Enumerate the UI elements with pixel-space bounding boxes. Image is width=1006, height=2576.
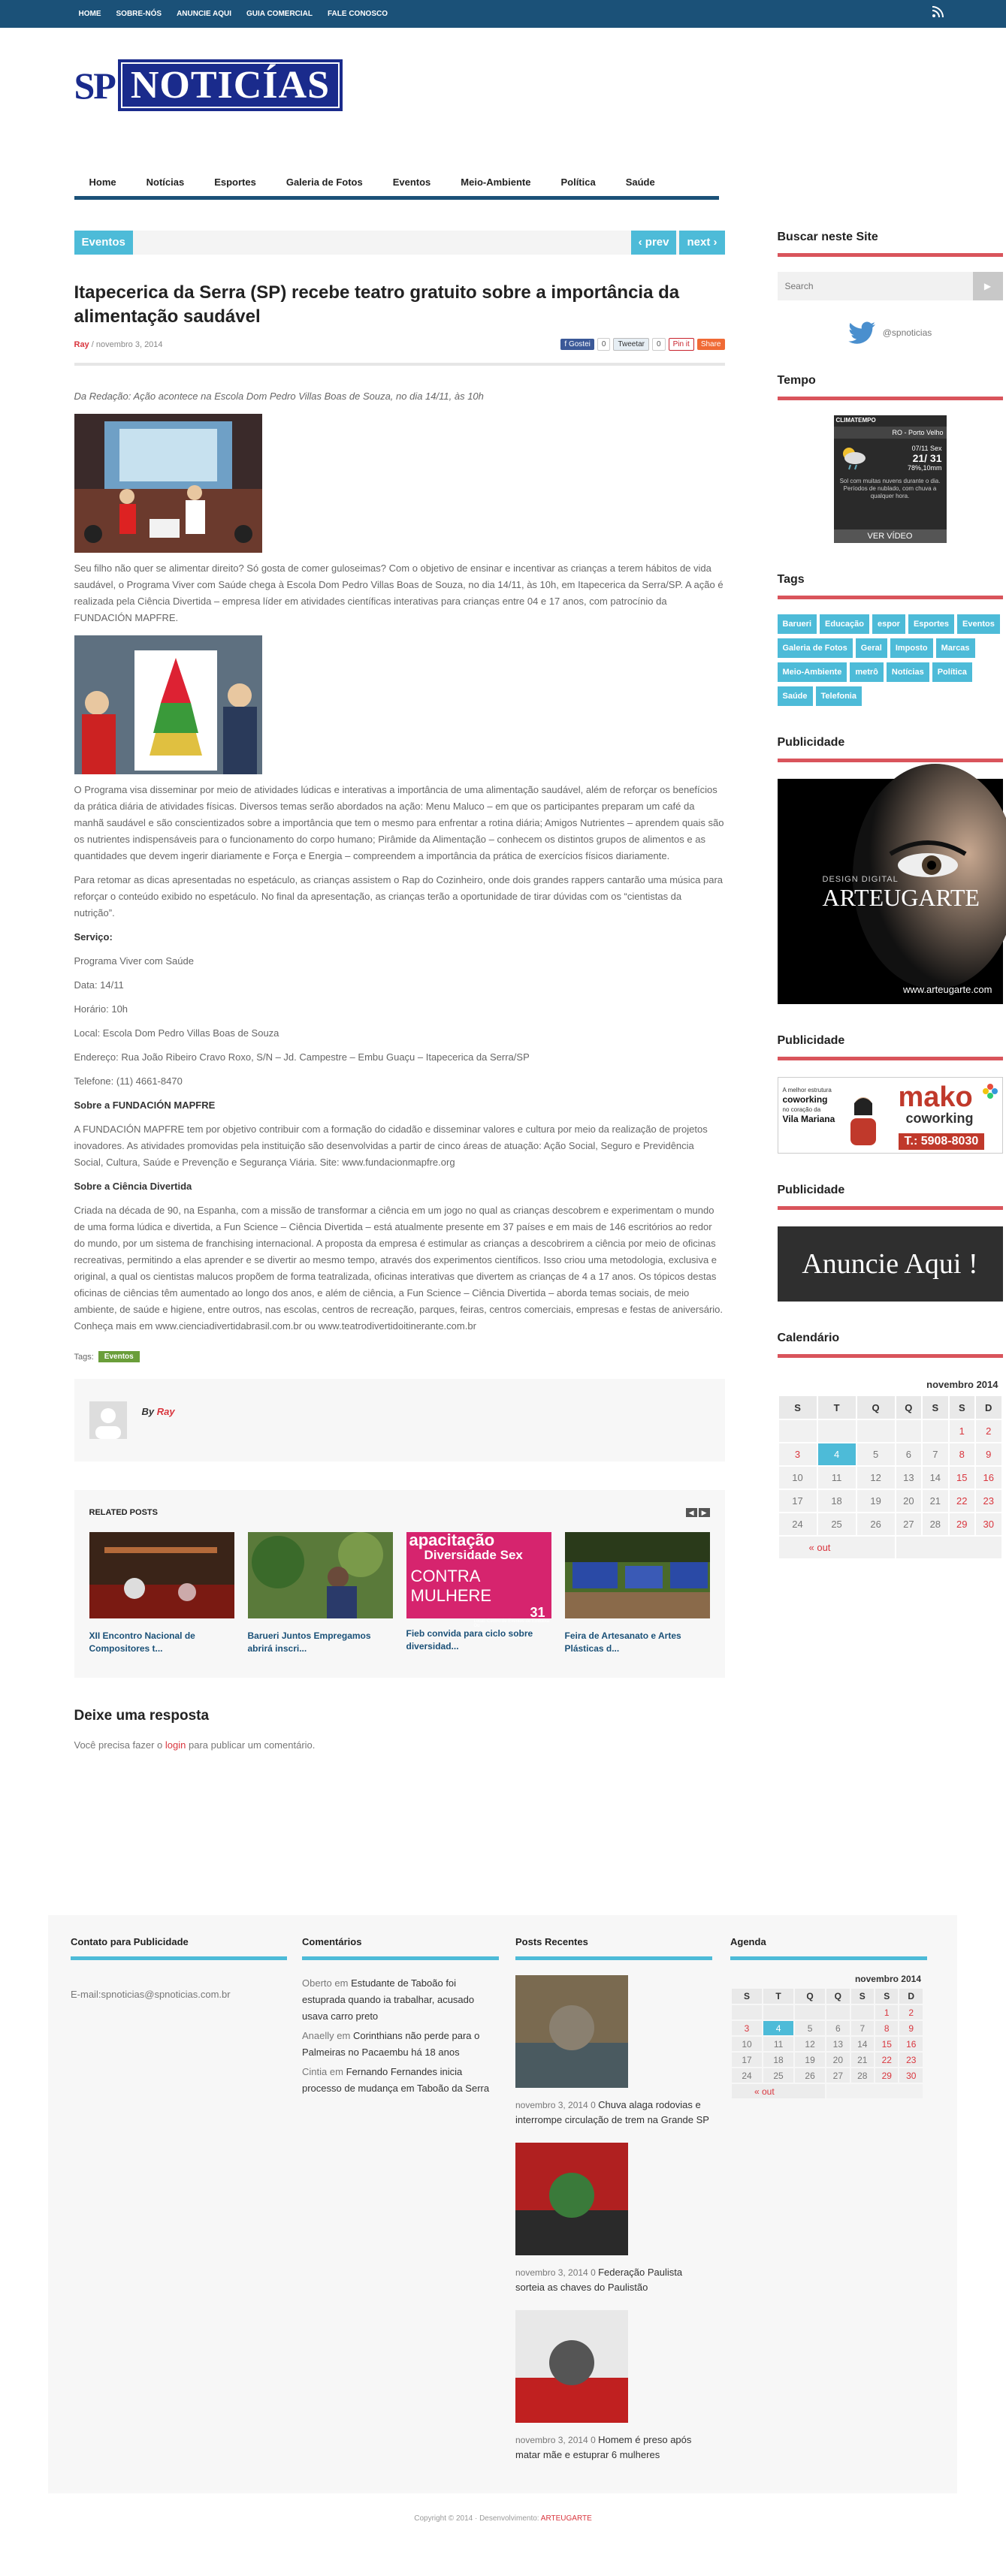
calendar-day (896, 1420, 921, 1442)
meta-divider (74, 363, 725, 366)
servico-line-3: Horário: 10h (74, 1001, 725, 1018)
sidebar-calendar (778, 1374, 1003, 1560)
comment-on: em (334, 1977, 348, 1989)
related-caption-3[interactable]: Fieb convida para ciclo sobre diversidad... (406, 1627, 551, 1653)
search-arrow-icon: ▶ (984, 281, 991, 291)
tag-cloud-item[interactable]: Marcas (936, 638, 975, 658)
logo-sp: SP (74, 64, 115, 107)
calendar-empty (826, 2084, 923, 2098)
calendar-day: 22 (875, 2053, 898, 2067)
category-bar (74, 231, 725, 255)
twitter-icon (848, 321, 877, 344)
topnav-fale[interactable]: FALE CONOSCO (320, 0, 395, 28)
tweet-button[interactable]: Tweetar (613, 338, 649, 351)
post-paragraph-3: Para retomar as dicas apresentadas no espetáculo, as crianças assistem o Rap do Cozinheiro, onde dois grandes rappers cantarão uma música para reforçar o conteúdo exibido no espetáculo. No final da apresentação, as crianças terão a oportunidade de tirar dúvidas com os “cientistas da nutrição”. (74, 872, 725, 922)
calendar-day[interactable]: 4 (763, 2021, 793, 2035)
tweet-count: 0 (652, 338, 666, 351)
calendar-day: 7 (923, 1443, 947, 1465)
calendar-empty (896, 1537, 1001, 1558)
calendar-day: 25 (818, 1513, 856, 1535)
top-nav (56, 0, 396, 28)
top-bar (0, 0, 1006, 28)
post-date: / novembro 3, 2014 (92, 340, 163, 349)
avatar (89, 1401, 127, 1439)
calendar-day: 1 (950, 1420, 974, 1442)
calendar-day: 26 (857, 1513, 895, 1535)
related-next-icon[interactable]: ▶ (699, 1508, 710, 1517)
calendar-day: 26 (795, 2068, 825, 2083)
calendar-day: 6 (896, 1443, 921, 1465)
calendar-day[interactable]: 4 (818, 1443, 856, 1465)
pub1-title: Publicidade (778, 736, 1003, 762)
recent-post-link[interactable]: Homem é preso após matar mãe e estuprar 6 mulheres (515, 2434, 691, 2460)
calendar-day: 17 (779, 1490, 817, 1512)
calendar-day: 27 (826, 2068, 849, 2083)
calendar-widget-title: Calendário (778, 1332, 1003, 1358)
calendar-day: 23 (899, 2053, 923, 2067)
pub3-title: Publicidade (778, 1184, 1003, 1210)
tag-cloud-item[interactable]: Imposto (890, 638, 933, 658)
recent-post-image[interactable] (515, 2310, 628, 2423)
next-button[interactable]: next › (679, 231, 724, 255)
twitter-follow[interactable] (778, 321, 1003, 344)
calendar-day: 25 (763, 2068, 793, 2083)
footer-email: E-mail:spnoticias@spnoticias.com.br (71, 1989, 287, 2000)
comment-author: Oberto (302, 1977, 332, 1989)
calendar-day: 15 (950, 1467, 974, 1489)
calendar-day: 3 (732, 2021, 762, 2035)
calendar-prev-month-link[interactable]: « out (732, 2084, 825, 2098)
related-prev-icon[interactable]: ◀ (686, 1508, 697, 1517)
calendar-day (779, 1420, 817, 1442)
mako-ad[interactable] (778, 1077, 1003, 1154)
calendar-day: 2 (899, 2005, 923, 2019)
search-input[interactable] (778, 272, 973, 300)
author-byline (142, 1406, 175, 1439)
footer-comment (302, 1975, 499, 2025)
pub2-title: Publicidade (778, 1034, 1003, 1060)
calendar-day: 3 (779, 1443, 817, 1465)
footer-contact-title: Contato para Publicidade (71, 1936, 287, 1960)
sidebar (778, 231, 1003, 1560)
reply-text (74, 1739, 725, 1751)
calendar-day: 1 (875, 2005, 898, 2019)
recent-post-count: 0 (591, 2267, 596, 2278)
pinit-button[interactable]: Pin it (669, 338, 694, 351)
calendar-day: 6 (826, 2021, 849, 2035)
post-title: Itapecerica da Serra (SP) recebe teatro gratuito sobre a importância da alimentação saudável (74, 281, 725, 329)
nav-galeria[interactable]: Galeria de Fotos (271, 169, 378, 196)
related-thumb-2 (248, 1532, 393, 1618)
ad1-label: DESIGN DIGITAL (823, 875, 899, 884)
topnav-anuncie[interactable]: ANUNCIE AQUI (169, 0, 239, 28)
calendar-day: 18 (818, 1490, 856, 1512)
calendar-day-header: S (923, 1396, 947, 1419)
footer-contact (71, 1936, 287, 2000)
footer-recent-posts (515, 1936, 712, 2463)
footer-calendar-month: novembro 2014 (730, 1971, 924, 1987)
footer-calendar-table (730, 1987, 924, 2100)
twitter-handle: @spnoticias (883, 327, 932, 338)
thumb3-text-2: Diversidade Sex (406, 1549, 551, 1562)
calendar-day: 7 (851, 2021, 874, 2035)
calendar-day: 23 (976, 1490, 1001, 1512)
copyright (0, 2514, 1006, 2523)
ad2-brand: mako (899, 1082, 973, 1112)
comment-post-link[interactable]: Estudante de Taboão foi estuprada quando ia trabalhar, acusado usava carro preto (302, 1977, 474, 2022)
tags-label: Tags: (74, 1353, 94, 1362)
calendar-day: 20 (896, 1490, 921, 1512)
tag-cloud-item[interactable]: Política (932, 662, 972, 682)
ad2-person-image (844, 1093, 882, 1145)
calendar-day (851, 2005, 874, 2019)
main-nav (74, 169, 719, 200)
comment-author: Cintia (302, 2066, 327, 2077)
recent-post-meta (515, 2098, 712, 2128)
post-photo-2 (74, 635, 262, 774)
tag-cloud-item[interactable]: Meio-Ambiente (778, 662, 847, 682)
related-title: RELATED POSTS (89, 1508, 158, 1517)
calendar-day: 14 (851, 2037, 874, 2051)
weather-city: RO - Porto Velho (834, 427, 947, 439)
tag-cloud-item[interactable]: Educação (820, 614, 869, 634)
category-label[interactable]: Eventos (74, 231, 133, 255)
calendar-day: 17 (732, 2053, 762, 2067)
calendar-day: 27 (896, 1513, 921, 1535)
calendar-table (778, 1395, 1003, 1560)
calendar-day-header: T (818, 1396, 856, 1419)
footer-comments-title: Comentários (302, 1936, 499, 1960)
related-item[interactable] (406, 1532, 551, 1655)
calendar-day: 21 (923, 1490, 947, 1512)
ad2-line1: A melhor estrutura (783, 1085, 835, 1095)
nav-eventos[interactable]: Eventos (378, 169, 446, 196)
calendar-day: 19 (795, 2053, 825, 2067)
search-widget-title: Buscar neste Site (778, 231, 1003, 257)
footer-agenda (730, 1936, 927, 2100)
calendar-day: 22 (950, 1490, 974, 1512)
share-button[interactable]: Share (697, 339, 725, 350)
footer-posts-title: Posts Recentes (515, 1936, 712, 1960)
login-link[interactable]: login (165, 1739, 186, 1751)
cloud-rain-icon (838, 445, 869, 472)
search-form (778, 272, 1003, 300)
comment-on: em (337, 2030, 350, 2041)
calendar-day (923, 1420, 947, 1442)
anuncie-aqui-text: Anuncie Aqui ! (802, 1247, 977, 1280)
rss-icon[interactable] (932, 7, 943, 21)
post-photo-1 (74, 414, 262, 553)
comment-author: Anaelly (302, 2030, 334, 2041)
nav-noticias[interactable]: Notícias (131, 169, 200, 196)
calendar-day: 13 (826, 2037, 849, 2051)
calendar-day (818, 1420, 856, 1442)
ad1-brand: ARTEUGARTE (823, 884, 980, 912)
calendar-day: 18 (763, 2053, 793, 2067)
logo-noticias: NOTICÍAS (131, 64, 330, 107)
related-item[interactable] (89, 1532, 234, 1655)
tag-cloud-item[interactable]: metrô (850, 662, 884, 682)
recent-post-date: novembro 3, 2014 (515, 2435, 588, 2445)
tag-cloud-item[interactable]: Notícias (887, 662, 929, 682)
recent-post[interactable] (515, 1960, 712, 2128)
calendar-day: 29 (875, 2068, 898, 2083)
recent-post-count: 0 (591, 2100, 596, 2110)
related-thumb-3 (406, 1532, 551, 1618)
search-button[interactable] (973, 272, 1003, 300)
calendar-day-header: Q (857, 1396, 895, 1419)
calendar-day: 11 (818, 1467, 856, 1489)
calendar-day: 21 (851, 2053, 874, 2067)
footer-comment (302, 2028, 499, 2061)
facebook-like-button[interactable]: f Gostei (560, 339, 594, 350)
calendar-day: 12 (795, 2037, 825, 2051)
footer-agenda-title: Agenda (730, 1936, 927, 1960)
recent-post-date: novembro 3, 2014 (515, 2100, 588, 2110)
recent-post-link[interactable]: Chuva alaga rodovias e interrompe circulação de trem na Grande SP (515, 2099, 709, 2125)
author-link[interactable]: Ray (157, 1406, 175, 1417)
post-tags (74, 1351, 725, 1362)
calendar-day: 29 (950, 1513, 974, 1535)
related-thumb-1 (89, 1532, 234, 1618)
logo-box (118, 59, 343, 111)
calendar-day: 2 (976, 1420, 1001, 1442)
calendar-day-header: D (976, 1396, 1001, 1419)
calendar-day: 28 (923, 1513, 947, 1535)
post-meta (74, 338, 725, 351)
related-caption-2[interactable]: Barueri Juntos Empregamos abrirá inscri... (248, 1630, 393, 1655)
weather-brand: CLIMATEMPO (834, 415, 947, 425)
arteugarte-ad[interactable] (778, 779, 1003, 1004)
recent-post-meta (515, 2433, 712, 2463)
weather-date: 07/11 Sex (908, 445, 942, 452)
footer-comment (302, 2064, 499, 2097)
thumb3-text-3: CONTRA MULHERE (406, 1567, 551, 1606)
calendar-day: 5 (795, 2021, 825, 2035)
calendar-day: 13 (896, 1467, 921, 1489)
reply-pre: Você precisa fazer o (74, 1739, 163, 1751)
calendar-day: 8 (950, 1443, 974, 1465)
calendar-day: 14 (923, 1467, 947, 1489)
copyright-text: Copyright © 2014 · Desenvolvimento: (414, 2514, 539, 2523)
reply-section (74, 1708, 725, 1751)
calendar-day: 19 (857, 1490, 895, 1512)
by-label: By (142, 1406, 155, 1417)
recent-post-image[interactable] (515, 2143, 628, 2255)
recent-post-meta (515, 2265, 712, 2295)
weather-desc: Sol com muitas nuvens durante o dia. Períodos de nublado, com chuva a qualquer hora. (834, 472, 947, 506)
calendar-day: 20 (826, 2053, 849, 2067)
related-item[interactable] (248, 1532, 393, 1655)
related-caption-1[interactable]: XII Encontro Nacional de Compositores t... (89, 1630, 234, 1655)
prev-button[interactable]: ‹ prev (631, 231, 677, 255)
calendar-day: 16 (976, 1467, 1001, 1489)
anuncie-aqui-ad[interactable] (778, 1226, 1003, 1302)
ad1-url: www.arteugarte.com (903, 984, 992, 995)
calendar-day: 12 (857, 1467, 895, 1489)
tag-cloud-item[interactable]: Barueri (778, 614, 817, 634)
post-author[interactable]: Ray (74, 340, 89, 349)
recent-post-link[interactable]: Federação Paulista sorteia as chaves do Paulistão (515, 2267, 682, 2293)
post-lead: Da Redação: Ação acontece na Escola Dom Pedro Villas Boas de Souza, no dia 14/11, às 10h (74, 388, 725, 405)
calendar-day: 30 (976, 1513, 1001, 1535)
nav-politica[interactable]: Política (545, 169, 610, 196)
calendar-day: 9 (976, 1443, 1001, 1465)
reply-post: para publicar um comentário. (189, 1739, 315, 1751)
facebook-count: 0 (597, 338, 611, 351)
related-thumb-4 (565, 1532, 710, 1618)
calendar-day: 11 (763, 2037, 793, 2051)
nav-home[interactable]: Home (74, 169, 131, 196)
recent-post[interactable] (515, 2128, 712, 2295)
topnav-home[interactable]: HOME (56, 0, 109, 28)
thumb3-text-1: apacitação (406, 1532, 551, 1549)
mapfre-heading: Sobre a FUNDACIÓN MAPFRE (74, 1097, 725, 1114)
site-logo[interactable] (74, 59, 343, 111)
ad2-phone: T.: 5908-8030 (899, 1133, 985, 1150)
calendar-day: 24 (732, 2068, 762, 2083)
calendar-day (795, 2005, 825, 2019)
author-box (74, 1379, 725, 1461)
recent-post-image[interactable] (515, 1975, 628, 2088)
servico-line-1: Programa Viver com Saúde (74, 953, 725, 970)
calendar-day: 24 (779, 1513, 817, 1535)
ciencia-paragraph: Criada na década de 90, na Espanha, com a missão de transformar a ciência em um jogo no qual as crianças descobrem e experimentam o mundo de uma forma lúdica e divertida, a Fun Science – Ciência Divertida – está atualmente presente em 37 países e em mais de 146 escritórios ao redor do mundo, por um sistema de franchising internacional. A proposta da empresa é estimular as crianças a descobrirem a ciência por meio de oficinas recreativas, permitindo a elas aprender e se divertir ao mesmo tempo, através dos experimentos científicos. Isso criou uma metodologia, exclusiva e original, a qual os cientistas malucos propõem de forma teatralizada, oficinas interativas que divertem as crianças de 4 a 17 anos. Os tópicos destas oficinas de ciências têm aumentado ao longo dos anos, e além de ciência, a Fun Science – Ciência Divertida – aborda temas sociais, de meio ambiente, de saúde e higiene, entre outros, nas escolas, centros de recreação, parques, feiras, centros comerciais, empresas e festas de aniversário. Conheça mais em www.cienciadivertidabrasil.com.br ou www.teatrodivertidoitinerante.com.br (74, 1202, 725, 1335)
calendar-day: 16 (899, 2037, 923, 2051)
calendar-day (763, 2005, 793, 2019)
calendar-day-header: D (899, 1989, 923, 2004)
calendar-day (857, 1420, 895, 1442)
related-item[interactable] (565, 1532, 710, 1655)
calendar-day: 10 (732, 2037, 762, 2051)
tag-cloud-item[interactable]: Telefonia (816, 686, 862, 706)
calendar-day-header: Q (826, 1989, 849, 2004)
post-paragraph-1: Seu filho não quer se alimentar direito? Só gosta de comer guloseimas? Com o objetivo de ensinar e incentivar as crianças a terem hábitos de vida saudável, o Programa Viver com Saúde chega à Escola Dom Pedro Villas Boas de Souza, no dia 14/11, às 10h, em Itapecerica da Serra/SP. A ação é realizada pela Ciência Divertida – empresa líder em atividades científicas interativas para crianças entre 04 e 17 anos, com patrocínio da FUNDACIÓN MAPFRE. (74, 560, 725, 626)
calendar-day: 5 (857, 1443, 895, 1465)
article-column (74, 231, 725, 1751)
calendar-day-header: S (875, 1989, 898, 2004)
related-caption-4[interactable]: Feira de Artesanato e Artes Plásticas d... (565, 1630, 710, 1655)
weather-temps: 21/ 31 (908, 452, 942, 464)
reply-title: Deixe uma resposta (74, 1708, 725, 1724)
ad2-line2: coworking (783, 1095, 835, 1105)
calendar-day-header: S (950, 1396, 974, 1419)
calendar-day-header: T (763, 1989, 793, 2004)
tag-cloud (778, 614, 1003, 706)
developer-link[interactable]: ARTEUGARTE (541, 2514, 592, 2523)
calendar-day (826, 2005, 849, 2019)
tags-widget-title: Tags (778, 573, 1003, 599)
calendar-day-header: S (851, 1989, 874, 2004)
ad2-brand2: coworking (906, 1111, 974, 1127)
servico-heading: Serviço: (74, 929, 725, 946)
footer-comments (302, 1936, 499, 2097)
calendar-day-header: S (732, 1989, 762, 2004)
calendar-day: 30 (899, 2068, 923, 2083)
calendar-day-header: Q (795, 1989, 825, 2004)
thumb3-text-5: Local: Centro de Eventos de Embaixa Gu (406, 1619, 551, 1628)
tag-cloud-item[interactable]: Eventos (957, 614, 1000, 634)
recent-post-count: 0 (591, 2435, 596, 2445)
tag-cloud-item[interactable]: Saúde (778, 686, 813, 706)
calendar-prev-month-link[interactable]: « out (779, 1537, 895, 1558)
tag-cloud-item[interactable]: Galeria de Fotos (778, 638, 853, 658)
nav-saude[interactable]: Saúde (611, 169, 670, 196)
weather-rain: 78%,10mm (908, 464, 942, 472)
calendar-month: novembro 2014 (778, 1374, 1003, 1395)
post-body (74, 388, 725, 1335)
tag-eventos[interactable]: Eventos (98, 1351, 140, 1362)
recent-post-date: novembro 3, 2014 (515, 2267, 588, 2278)
tag-cloud-item[interactable]: Geral (856, 638, 887, 658)
post-paragraph-2: O Programa visa disseminar por meio de atividades lúdicas e interativas a importância de uma alimentação saudável, além de reforçar os benefícios da prática diária de atividades físicas. Diversos temas serão abordados na ação: Menu Maluco – em que os participantes preparam um café da manhã saudável e são conscientizados sobre a importância que tem o mesmo para enfrentar a rotina diária; Amigos Nutrientes – aprendem quais são os nutrientes indispensáveis para o funcionamento do corpo humano; Pirâmide da Alimentação – conhecem os distintos grupos de alimentos e as quantidades que devem ingerir diariamente e Força e Energia – compreendem a importância da prática de exercícios físicos diariamente. (74, 782, 725, 864)
nav-meio-ambiente[interactable]: Meio-Ambiente (446, 169, 545, 196)
weather-video-link[interactable]: VER VÍDEO (834, 529, 947, 543)
share-buttons (560, 338, 724, 351)
servico-line-5: Endereço: Rua João Ribeiro Cravo Roxo, S/N – Jd. Campestre – Embu Guaçu – Itapecerica da Serra/SP (74, 1049, 725, 1066)
calendar-day-header: Q (896, 1396, 921, 1419)
weather-widget[interactable] (834, 415, 947, 543)
tag-cloud-item[interactable]: Esportes (908, 614, 954, 634)
servico-line-6: Telefone: (11) 4661-8470 (74, 1073, 725, 1090)
footer (48, 1915, 957, 2493)
ciencia-heading: Sobre a Ciência Divertida (74, 1178, 725, 1195)
comment-on: em (330, 2066, 343, 2077)
footer-calendar (730, 1971, 924, 2100)
servico-line-2: Data: 14/11 (74, 977, 725, 994)
recent-post[interactable] (515, 2295, 712, 2463)
tag-cloud-item[interactable]: espor (872, 614, 905, 634)
calendar-day: 9 (899, 2021, 923, 2035)
calendar-day (732, 2005, 762, 2019)
comment-post-link[interactable]: Corinthians não perde para o Palmeiras no Pacaembu há 18 anos (302, 2030, 479, 2058)
calendar-day: 8 (875, 2021, 898, 2035)
ad2-flower-icon (983, 1084, 998, 1099)
tempo-widget-title: Tempo (778, 374, 1003, 400)
ad2-line4: Vila Mariana (783, 1115, 835, 1124)
calendar-day-header: S (779, 1396, 817, 1419)
topnav-guia[interactable]: GUIA COMERCIAL (239, 0, 320, 28)
mapfre-paragraph: A FUNDACIÓN MAPFRE tem por objetivo contribuir com a formação do cidadão e disseminar valores e cultura por meio da realização de projetos inovadores. As atividades promovidas pela instituição são desenvolvidas a partir de cinco áreas de atuação: Ação Social, Seguro e Previdência Social, Cultura, Saúde e Prevenção e Segurança Viária. Site: www.fundacionmapfre.org (74, 1121, 725, 1171)
calendar-day: 15 (875, 2037, 898, 2051)
comment-post-link[interactable]: Fernando Fernandes inicia processo de mudança em Taboão da Serra (302, 2066, 489, 2094)
ad2-line3: no coração da (783, 1105, 835, 1115)
calendar-day: 28 (851, 2068, 874, 2083)
nav-esportes[interactable]: Esportes (199, 169, 271, 196)
topnav-sobre[interactable]: SOBRE-NÓS (109, 0, 170, 28)
related-posts (74, 1490, 725, 1678)
calendar-day: 10 (779, 1467, 817, 1489)
thumb3-text-4: 31 (406, 1606, 551, 1619)
servico-line-4: Local: Escola Dom Pedro Villas Boas de Souza (74, 1025, 725, 1042)
